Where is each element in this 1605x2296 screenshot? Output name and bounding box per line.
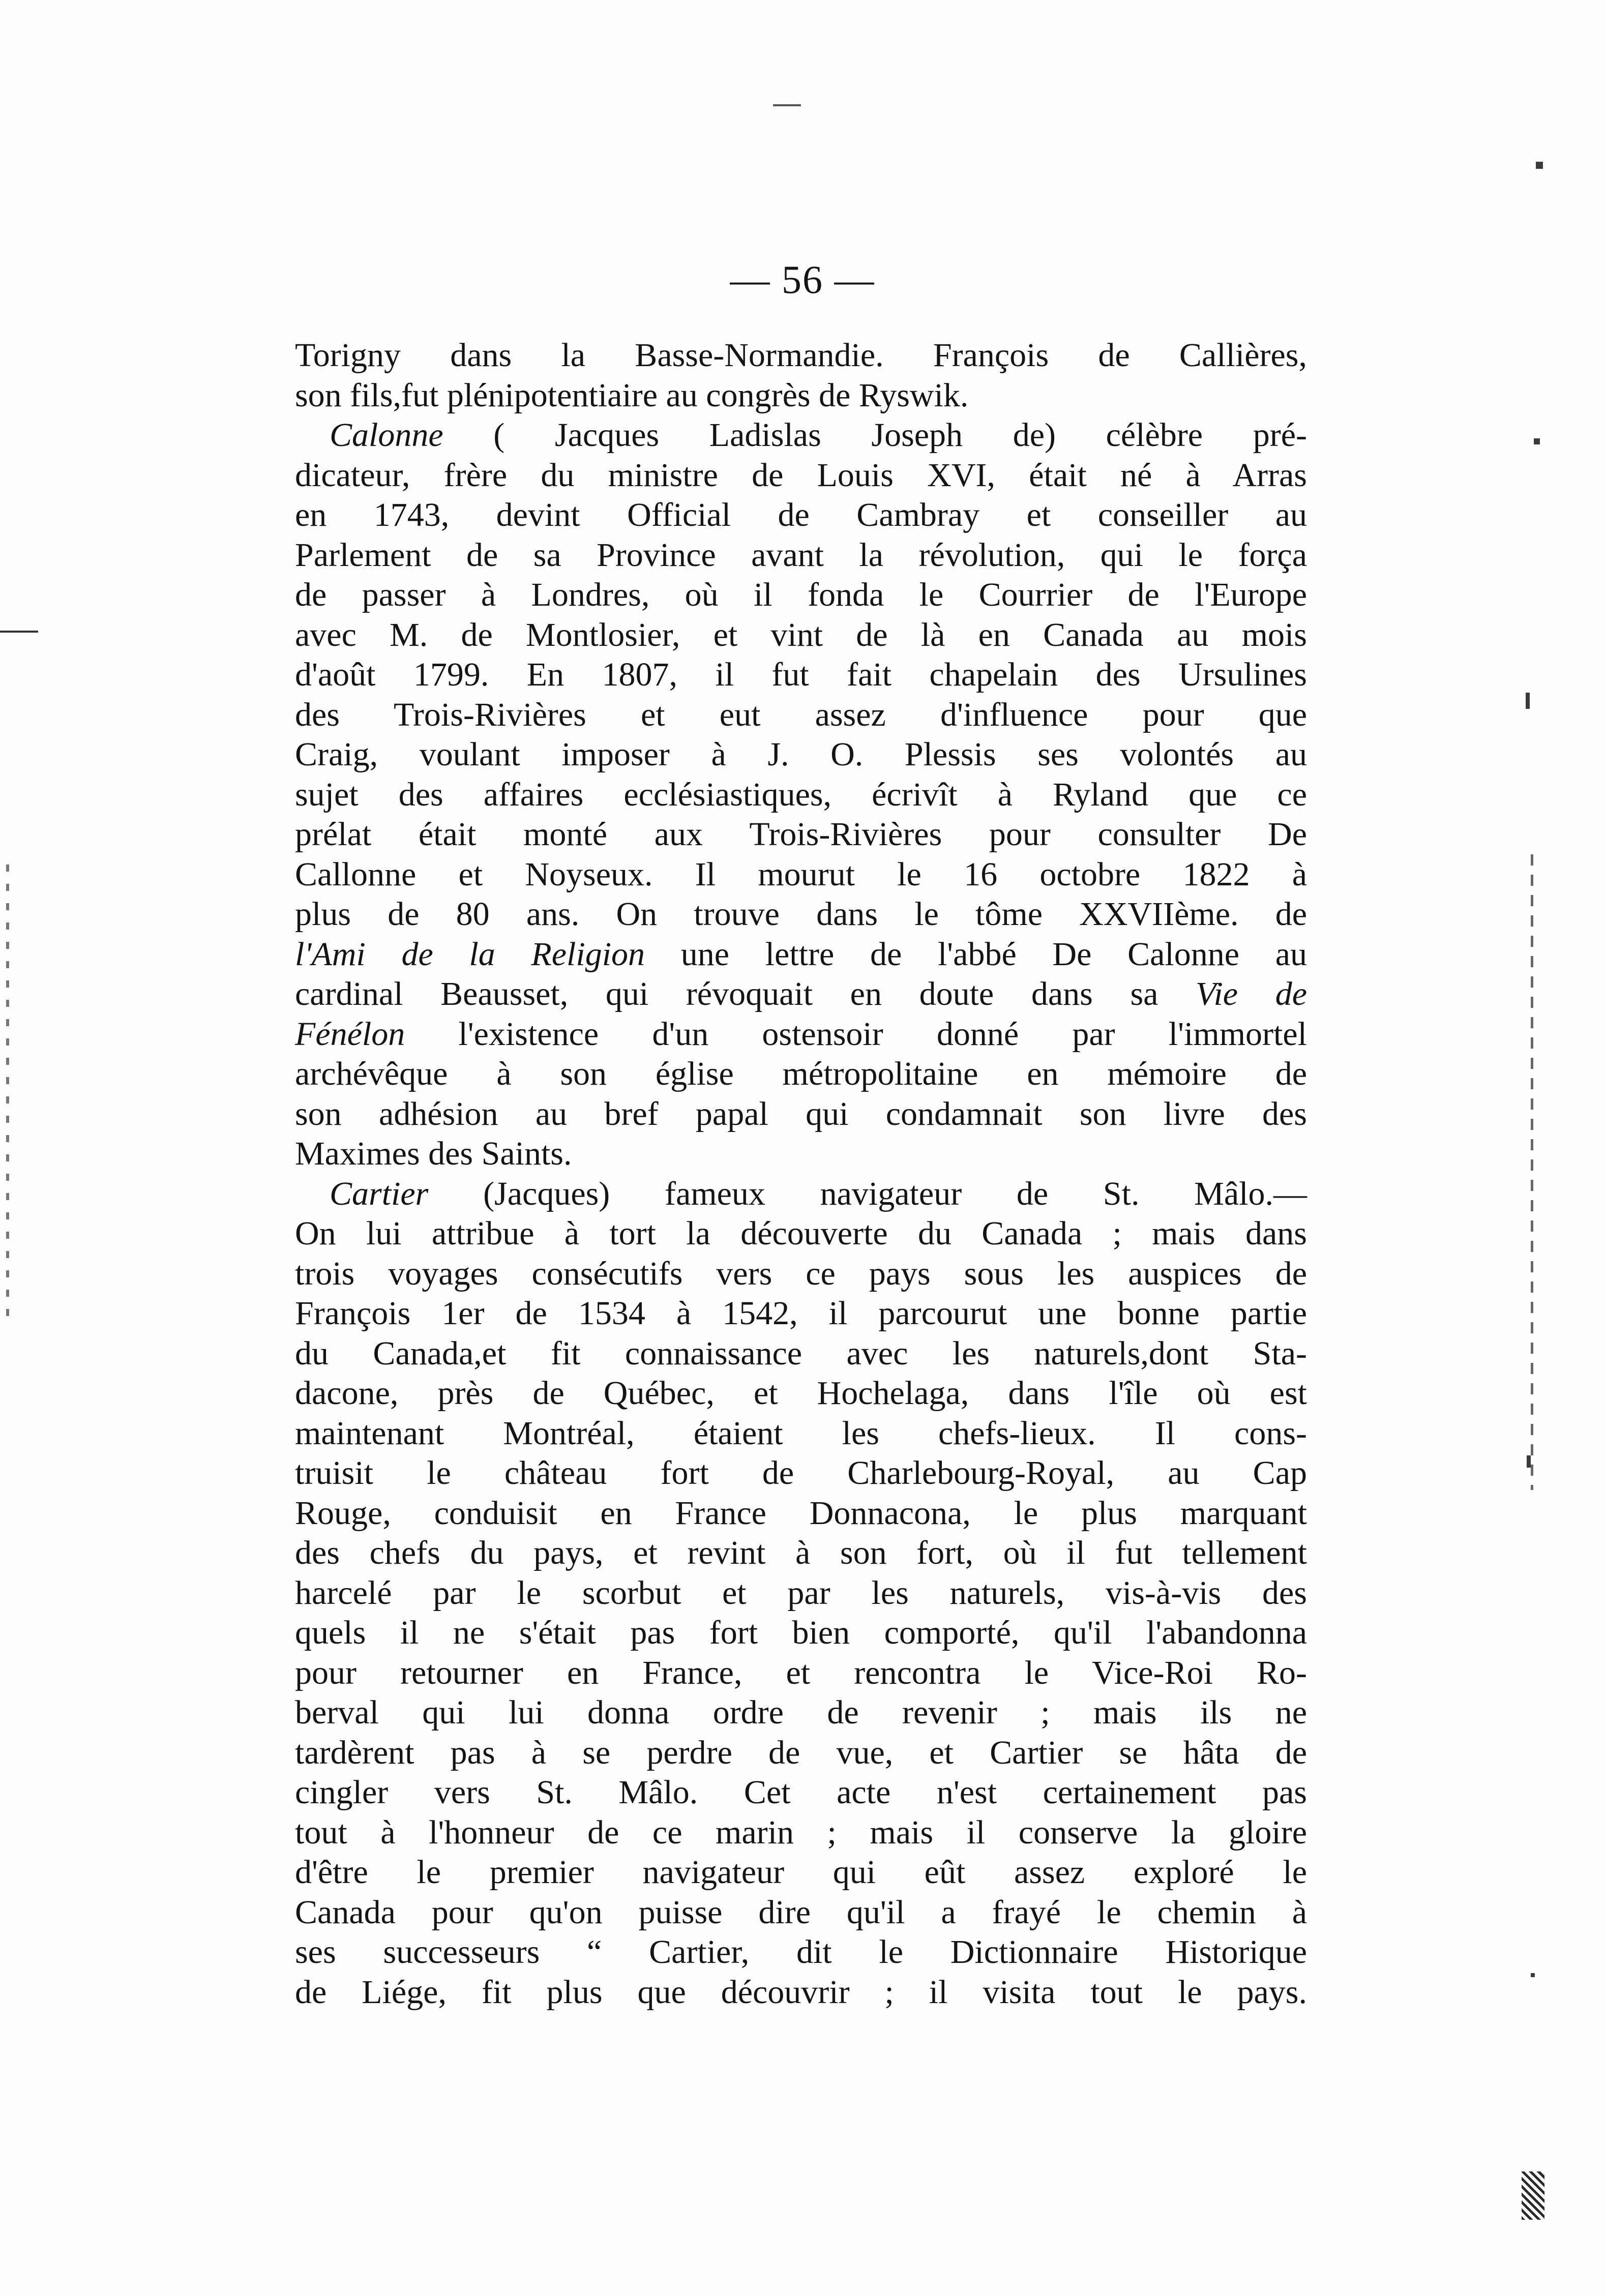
italic-term: Vie de <box>1196 975 1307 1012</box>
text-line: du Canada,et fit connaissance avec les naturels,dont Sta- <box>295 1334 1307 1372</box>
text-line: d'être le premier navigateur qui eût assez exploré le <box>295 1854 1307 1891</box>
text-run: ( Jacques Ladislas Joseph de) célèbre pré- <box>443 416 1307 454</box>
page-number: — 56 — <box>730 257 875 302</box>
text-line: Parlement de sa Province avant la révolution, qui le força <box>295 536 1307 574</box>
text-line: cingler vers St. Mâlo. Cet acte n'est certainement pas <box>295 1774 1307 1811</box>
body-text <box>295 336 1307 2012</box>
text-line: Canada pour qu'on puisse dire qu'il a frayé le chemin à <box>295 1893 1307 1931</box>
corner-stamp <box>1522 2171 1544 2220</box>
text-run: cardinal Beausset, qui révoquait en doute dans sa <box>295 975 1196 1012</box>
text-run: une lettre de l'abbé De Calonne au <box>645 935 1307 973</box>
text-line <box>295 415 1307 456</box>
italic-term: Fénélon <box>295 1015 405 1053</box>
text-line: maintenant Montréal, étaient les chefs-lieux. Il cons- <box>295 1414 1307 1452</box>
text-line: ses successeurs “ Cartier, dit le Dictionnaire Historique <box>295 1933 1307 1971</box>
text-line: François 1er de 1534 à 1542, il parcourut une bonne partie <box>295 1295 1307 1332</box>
text-run: l'existence d'un ostensoir donné par l'immortel <box>405 1015 1307 1053</box>
text-line: quels il ne s'était pas fort bien comporté, qu'il l'abandonna <box>295 1614 1307 1651</box>
text-line: avec M. de Montlosier, et vint de là en Canada au mois <box>295 616 1307 653</box>
text-line: d'août 1799. En 1807, il fut fait chapelain des Ursulines <box>295 656 1307 693</box>
right-edge-artifact <box>1531 854 1533 1490</box>
text-line <box>295 974 1307 1015</box>
text-line <box>295 1174 1307 1214</box>
text-line: trois voyages consécutifs vers ce pays sous les auspices de <box>295 1255 1307 1292</box>
text-line <box>295 935 1307 975</box>
text-line: des chefs du pays, et revint à son fort, où il fut tellement <box>295 1534 1307 1571</box>
text-line: harcelé par le scorbut et par les naturels, vis-à-vis des <box>295 1574 1307 1612</box>
text-line: tout à l'honneur de ce marin ; mais il conserve la gloire <box>295 1813 1307 1851</box>
text-line: Rouge, conduisit en France Donnacona, le plus marquant <box>295 1494 1307 1532</box>
speck <box>1536 162 1543 169</box>
text-line: Craig, voulant imposer à J. O. Plessis ses volontés au <box>295 736 1307 773</box>
scan-mark <box>773 104 801 106</box>
speck <box>1531 1973 1535 1977</box>
text-line: de Liége, fit plus que découvrir ; il visita tout le pays. <box>295 1973 1307 2011</box>
text-line: Maximes des Saints. <box>295 1135 572 1172</box>
text-line: dacone, près de Québec, et Hochelaga, dans l'île où est <box>295 1375 1307 1412</box>
text-line: tardèrent pas à se perdre de vue, et Cartier se hâta de <box>295 1734 1307 1771</box>
margin-rule <box>0 631 38 633</box>
text-line: de passer à Londres, où il fonda le Courrier de l'Europe <box>295 576 1307 613</box>
text-line: On lui attribue à tort la découverte du Canada ; mais dans <box>295 1215 1307 1252</box>
text-line: Callonne et Noyseux. Il mourut le 16 octobre 1822 à <box>295 855 1307 893</box>
text-line: berval qui lui donna ordre de revenir ; mais ils ne <box>295 1694 1307 1731</box>
text-line: dicateur, frère du ministre de Louis XVI, était né à Arras <box>295 456 1307 494</box>
text-run: (Jacques) fameux navigateur de St. Mâlo.— <box>428 1175 1307 1212</box>
italic-term: Cartier <box>330 1175 429 1212</box>
text-line: sujet des affaires ecclésiastiques, écrivît à Ryland que ce <box>295 776 1307 813</box>
text-line <box>295 1015 1307 1055</box>
text-line: son fils,fut plénipotentiaire au congrès de Ryswik. <box>295 376 969 414</box>
speck <box>1534 438 1540 444</box>
text-line: des Trois-Rivières et eut assez d'influence pour que <box>295 696 1307 733</box>
text-line: plus de 80 ans. On trouve dans le tôme XXVIIème. de <box>295 896 1307 933</box>
speck <box>1527 1455 1531 1468</box>
text-line: son adhésion au bref papal qui condamnait son livre des <box>295 1095 1307 1132</box>
italic-term: Calonne <box>330 416 443 454</box>
speck <box>1526 693 1530 709</box>
text-line: archévêque à son église métropolitaine en mémoire de <box>295 1055 1307 1092</box>
text-line: prélat était monté aux Trois-Rivières pour consulter De <box>295 816 1307 853</box>
text-line: truisit le château fort de Charlebourg-Royal, au Cap <box>295 1454 1307 1492</box>
left-edge-artifact <box>6 864 9 1322</box>
text-line: en 1743, devint Official de Cambray et conseiller au <box>295 496 1307 533</box>
text-line: Torigny dans la Basse-Normandie. François de Callières, <box>295 337 1307 374</box>
italic-term: l'Ami de la Religion <box>295 935 645 973</box>
text-line: pour retourner en France, et rencontra le Vice-Roi Ro- <box>295 1654 1307 1691</box>
